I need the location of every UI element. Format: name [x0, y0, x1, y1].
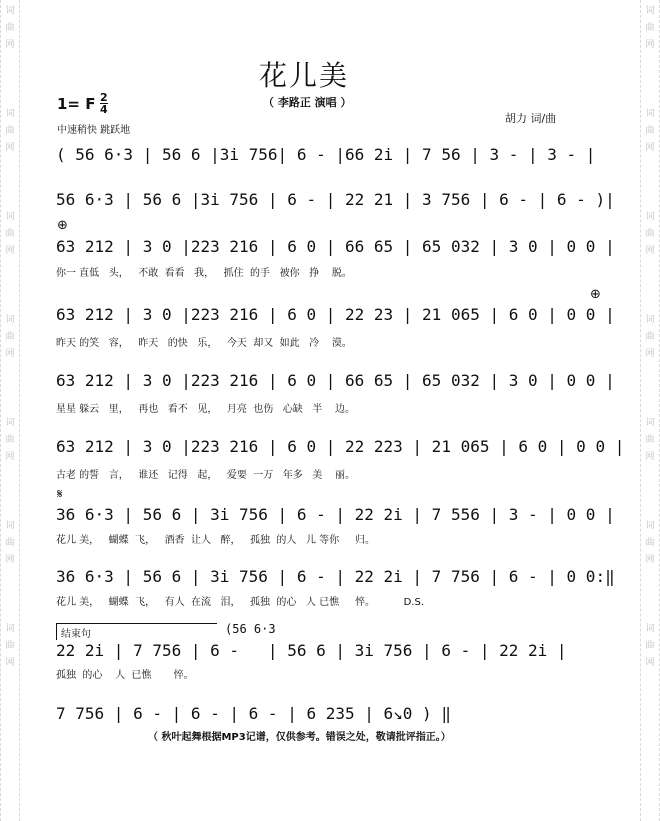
- time-top: 2: [100, 91, 108, 104]
- lyrics-line-6: 花儿 美， 蝴蝶 飞， 有人 在流 泪， 孤独 的心 人 已憔 悴。 D.S.: [56, 597, 425, 608]
- watermark-glyph: 曲: [645, 126, 655, 136]
- performer: （ 李路正 演唱 ）: [263, 96, 352, 109]
- watermark-glyph: 网: [645, 349, 655, 359]
- watermark-glyph: 词: [5, 315, 15, 325]
- watermark-glyph: 网: [5, 349, 15, 359]
- lyrics-line-4: 古老 的誓 言， 谁还 记得 起， 爱要 一万 年多 美 丽。: [56, 470, 356, 481]
- watermark-glyph: 词: [645, 109, 655, 119]
- watermark-glyph: 网: [645, 658, 655, 668]
- watermark-right: [640, 0, 660, 821]
- lyrics-line-3: 星星 躲云 里， 再也 看不 见， 月亮 也伤 心缺 半 边。: [56, 404, 356, 415]
- score-line-8: 36 6·3 | 56 6 | 3i 756 | 6 - | 22 2i | 7 756 | 6 - | 0 0:‖: [56, 567, 615, 586]
- watermark-glyph: 词: [645, 6, 655, 16]
- watermark-glyph: 曲: [5, 641, 15, 651]
- lyrics-line-1: 你一 直低 头， 不敢 看看 我， 抓住 的手 被你 挣 脱。: [56, 268, 352, 279]
- watermark-glyph: 网: [5, 40, 15, 50]
- watermark-glyph: 网: [5, 452, 15, 462]
- watermark-glyph: 曲: [5, 23, 15, 33]
- coda-icon-2: ⊕: [590, 287, 601, 302]
- footnote: （ 秋叶起舞根据MP3记谱，仅供参考。错误之处，敬请批评指正。）: [148, 732, 451, 743]
- watermark-glyph: 网: [645, 143, 655, 153]
- lyrics-line-7: 孤独 的心 人 已憔 悴。: [56, 670, 194, 681]
- ending-alt: (56 6·3: [225, 622, 276, 636]
- time-bottom: 4: [100, 103, 108, 116]
- watermark-left: [0, 0, 20, 821]
- watermark-glyph: 曲: [5, 435, 15, 445]
- song-title: 花儿美: [259, 59, 350, 92]
- score-line-9: 22 2i | 7 756 | 6 - | 56 6 | 3i 756 | 6 - | 22 2i |: [56, 641, 567, 660]
- watermark-glyph: 曲: [5, 538, 15, 548]
- watermark-glyph: 词: [5, 212, 15, 222]
- watermark-glyph: 词: [645, 418, 655, 428]
- coda-icon: ⊕: [57, 218, 68, 233]
- watermark-glyph: 曲: [645, 229, 655, 239]
- score-line-6: 63 212 | 3 0 |223 216 | 6 0 | 22 223 | 21 065 | 6 0 | 0 0 |: [56, 437, 625, 456]
- watermark-glyph: 曲: [645, 435, 655, 445]
- watermark-glyph: 词: [5, 109, 15, 119]
- watermark-glyph: 曲: [645, 538, 655, 548]
- score-line-1: ( 56 6·3 | 56 6 |3i 756| 6 - |66 2i | 7 56 | 3 - | 3 - |: [56, 145, 596, 164]
- tempo-marking: 中速稍快 跳跃地: [57, 125, 131, 136]
- watermark-glyph: 词: [645, 521, 655, 531]
- watermark-glyph: 网: [5, 555, 15, 565]
- watermark-glyph: 网: [645, 40, 655, 50]
- watermark-glyph: 词: [5, 624, 15, 634]
- ending-label: 结束句: [61, 629, 91, 640]
- watermark-glyph: 词: [645, 212, 655, 222]
- ending-bracket: [56, 623, 217, 640]
- score-line-5: 63 212 | 3 0 |223 216 | 6 0 | 66 65 | 65 032 | 3 0 | 0 0 |: [56, 371, 615, 390]
- score-line-2: 56 6·3 | 56 6 |3i 756 | 6 - | 22 21 | 3 756 | 6 - | 6 - )|: [56, 190, 615, 209]
- lyrics-line-2: 昨天 的笑 容， 昨天 的快 乐， 今天 却又 如此 冷 漠。: [56, 338, 352, 349]
- watermark-glyph: 词: [5, 6, 15, 16]
- watermark-glyph: 曲: [645, 641, 655, 651]
- watermark-glyph: 网: [5, 658, 15, 668]
- lyrics-line-5: 花儿 美， 蝴蝶 飞， 酒香 让人 醉， 孤独 的人 儿 等你 归。: [56, 535, 376, 546]
- score-line-4: 63 212 | 3 0 |223 216 | 6 0 | 22 23 | 21 065 | 6 0 | 0 0 |: [56, 305, 615, 324]
- watermark-glyph: 词: [645, 624, 655, 634]
- watermark-glyph: 曲: [645, 332, 655, 342]
- score-line-7: 36 6·3 | 56 6 | 3i 756 | 6 - | 22 2i | 7 556 | 3 - | 0 0 |: [56, 505, 615, 524]
- score-line-10: 7 756 | 6 - | 6 - | 6 - | 6 235 | 6↘0 ) ‖: [56, 704, 451, 723]
- watermark-glyph: 词: [645, 315, 655, 325]
- watermark-glyph: 网: [645, 452, 655, 462]
- watermark-glyph: 网: [645, 246, 655, 256]
- watermark-glyph: 曲: [5, 126, 15, 136]
- credits: 胡力 词/曲: [505, 112, 557, 125]
- key-signature: 1= F: [57, 95, 96, 113]
- watermark-glyph: 网: [5, 143, 15, 153]
- watermark-glyph: 曲: [5, 332, 15, 342]
- watermark-glyph: 网: [5, 246, 15, 256]
- watermark-glyph: 曲: [5, 229, 15, 239]
- watermark-glyph: 词: [5, 521, 15, 531]
- time-signature: [100, 92, 108, 115]
- score-line-3: 63 212 | 3 0 |223 216 | 6 0 | 66 65 | 65 032 | 3 0 | 0 0 |: [56, 237, 615, 256]
- watermark-glyph: 曲: [645, 23, 655, 33]
- segno-icon: 𝄋: [57, 487, 63, 502]
- watermark-glyph: 词: [5, 418, 15, 428]
- watermark-glyph: 网: [645, 555, 655, 565]
